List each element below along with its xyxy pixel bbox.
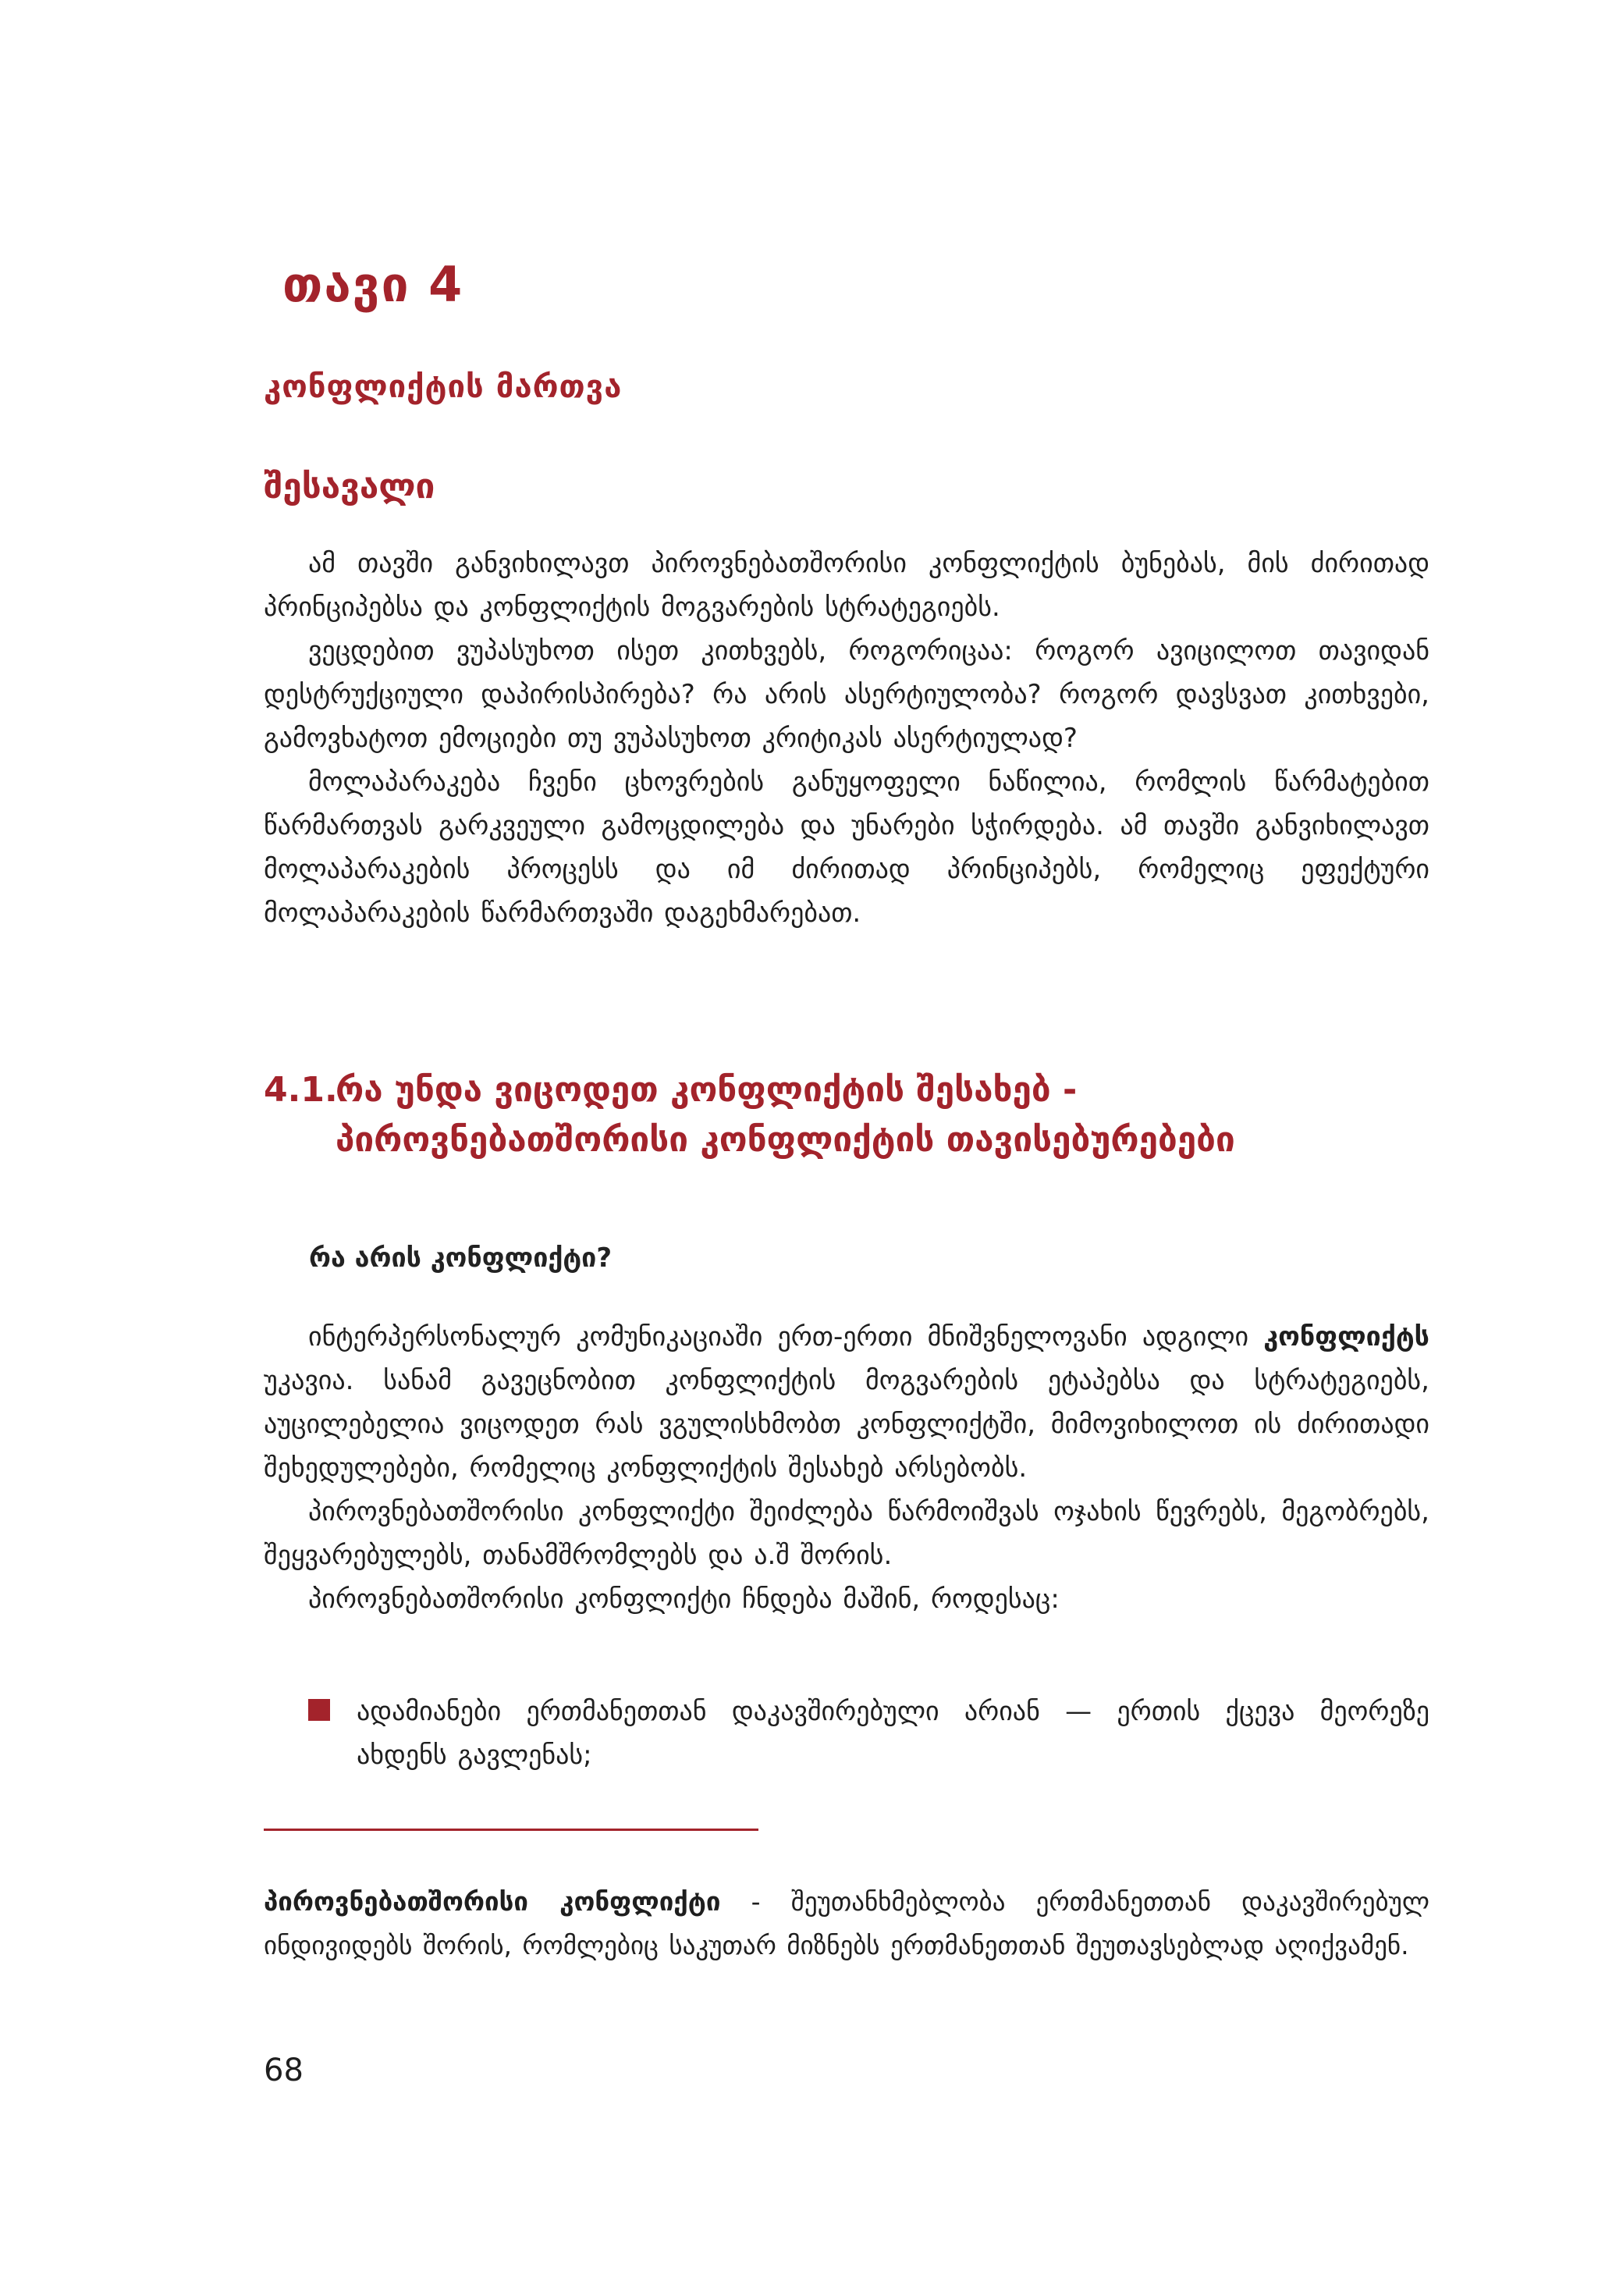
main-paragraph: პიროვნებათშორისი კონფლიქტი შეიძლება წარმოიშვას ოჯახის წევრებს, მეგობრებს, შეყვარებულებს, თანამშრომლებს და ა.შ შორის. (264, 1496, 1429, 1571)
chapter-title: თავი 4 (282, 256, 464, 313)
footnote (264, 1880, 1429, 1967)
paragraph-text: ინტერპერსონალურ კომუნიკაციაში ერთ-ერთი მნიშვნელოვანი ადგილი (308, 1321, 1264, 1352)
section-title-line1: რა უნდა ვიცოდეთ კონფლიქტის შესახებ - (336, 1070, 1078, 1110)
question-heading: რა არის კონფლიქტი? (309, 1242, 613, 1274)
section-number: 4.1. (264, 1070, 338, 1110)
list-item-text: ადამიანები ერთმანეთთან დაკავშირებული არიან — ერთის ქცევა მეორეზე ახდენს გავლენას; (357, 1696, 1429, 1771)
intro-heading: შესავალი (264, 467, 435, 506)
paragraph-text: უკავია. სანამ გავეცნობით კონფლიქტის მოგვარების ეტაპებსა და სტრატეგიებს, აუცილებელია ვიცოდეთ რას ვგულისხმობთ კონფლიქტში, მიმოვიხილოთ ის ძირითადი შეხედულებები, რომელიც კონფლიქტის შესახებ არსებობს. (264, 1365, 1429, 1484)
main-text (264, 1315, 1429, 1621)
list-item (308, 1690, 1429, 1777)
section-title-line2: პიროვნებათშორისი კონფლიქტის თავისებურებები (336, 1120, 1235, 1160)
bullet-list (308, 1690, 1429, 1777)
intro-paragraph: მოლაპარაკება ჩვენი ცხოვრების განუყოფელი ნაწილია, რომლის წარმატებით წარმართვას გარკვეული გამოცდილება და უნარები სჭირდება. ამ თავში განვიხილავთ მოლაპარაკების პროცესს და იმ ძირითად პრინციპებს, რომელიც ეფექტური მოლაპარაკების წარმართვაში დაგეხმარებათ. (264, 766, 1429, 929)
footnote-term: პიროვნებათშორისი კონფლიქტი (264, 1886, 721, 1917)
key-term: კონფლიქტს (1263, 1321, 1429, 1352)
footnote-divider (264, 1829, 758, 1831)
intro-paragraph: ამ თავში განვიხილავთ პიროვნებათშორისი კონფლიქტის ბუნებას, მის ძირითად პრინციპებსა და კონფლიქტის მოგვარების სტრატეგიებს. (264, 548, 1429, 623)
intro-text (264, 542, 1429, 935)
page-number: 68 (264, 2053, 304, 2088)
chapter-subtitle: კონფლიქტის მართვა (264, 369, 623, 405)
main-paragraph (264, 1315, 1429, 1490)
section-heading (264, 1065, 1235, 1165)
intro-paragraph: ვეცდებით ვუპასუხოთ ისეთ კითხვებს, როგორიცაა: როგორ ავიცილოთ თავიდან დესტრუქციული დაპირისპირება? რა არის ასერტიულობა? როგორ დავსვათ კითხვები, გამოვხატოთ ემოციები თუ ვუპასუხოთ კრიტიკას ასერტიულად? (264, 635, 1429, 754)
footnote-definition: - შეუთანხმებლობა ერთმანეთთან დაკავშირებულ ინდივიდებს შორის, რომლებიც საკუთარ მიზნებს ერთმანეთთან შეუთავსებლად აღიქვამენ. (264, 1886, 1429, 1960)
square-bullet-icon (308, 1699, 330, 1721)
main-paragraph: პიროვნებათშორისი კონფლიქტი ჩნდება მაშინ, როდესაც: (308, 1583, 1060, 1615)
